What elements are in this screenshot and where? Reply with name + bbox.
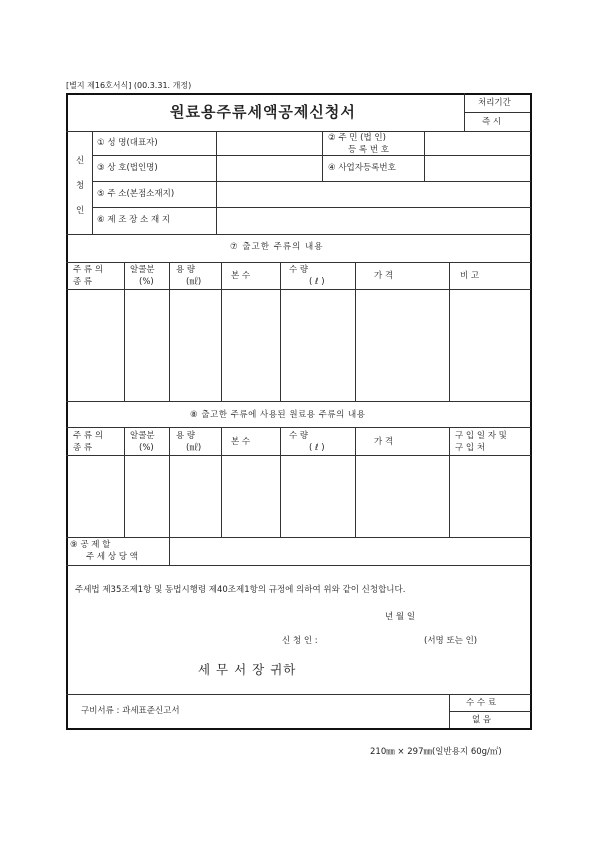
fee-label: 수 수 료 xyxy=(466,698,497,708)
applicant-side-label-3: 인 xyxy=(76,206,85,216)
address-field[interactable] xyxy=(218,183,529,206)
applicant-side-label-1: 신 xyxy=(76,156,85,166)
processing-period-label: 처리기간 xyxy=(478,98,511,108)
s8-col-quantity-1: 수 량 xyxy=(289,431,309,441)
s8-col-alcohol-2: (%) xyxy=(139,443,154,453)
section7-title: ⑦ 출고한 주류의 내용 xyxy=(230,242,324,252)
declaration-date: 년 월 일 xyxy=(385,612,416,622)
s7-col-quantity-2: ( ℓ ) xyxy=(309,277,325,287)
deduction-amount-label-1: ⑨ 공 제 할 xyxy=(70,540,111,550)
s7-col-price: 가 격 xyxy=(374,271,394,281)
s7-col-remarks: 비 고 xyxy=(460,271,480,281)
s8-col-alcohol-1: 알콜분 xyxy=(130,431,155,441)
s7-col-bottles: 본 수 xyxy=(231,271,251,281)
factory-location-label: ⑥ 제 조 장 소 재 지 xyxy=(97,215,171,225)
signature-note: (서명 또는 인) xyxy=(424,636,478,646)
business-name-field[interactable] xyxy=(218,157,320,180)
name-label: ① 성 명(대표자) xyxy=(97,138,158,148)
s7-col-volume-1: 용 량 xyxy=(176,265,196,275)
s7-col-type-2: 종 류 xyxy=(73,277,93,287)
section8-title: ⑧ 출고한 주류에 사용된 원료용 주류의 내용 xyxy=(190,410,366,420)
s8-col-type-1: 주 류 의 xyxy=(73,431,104,441)
business-reg-number-label: ④ 사업자등록번호 xyxy=(328,163,396,173)
business-reg-number-field[interactable] xyxy=(426,157,529,180)
deduction-amount-label-2: 주 세 상 당 액 xyxy=(86,552,138,562)
section7-entry-area[interactable] xyxy=(68,291,529,400)
factory-location-field[interactable] xyxy=(218,209,529,233)
applicant-side-label-2: 청 xyxy=(76,181,85,191)
s7-col-type-1: 주 류 의 xyxy=(73,265,104,275)
deduction-amount-field[interactable] xyxy=(171,539,529,564)
s7-col-quantity-1: 수 량 xyxy=(289,265,309,275)
form-title: 원료용주류세액공제신청서 xyxy=(170,103,356,121)
s8-col-bottles: 본 수 xyxy=(231,437,251,447)
fee-value: 없 음 xyxy=(472,715,492,725)
s7-col-alcohol-1: 알콜분 xyxy=(130,265,155,275)
resident-number-label-1: ② 주 민 (법 인) xyxy=(328,133,386,143)
required-documents: 구비서류 : 과세표준신고서 xyxy=(81,706,180,716)
s8-col-purchase-2: 구 입 처 xyxy=(455,443,486,453)
s8-col-purchase-1: 구 입 일 자 및 xyxy=(455,431,507,441)
business-name-label: ③ 상 호(법인명) xyxy=(97,163,158,173)
section8-entry-area[interactable] xyxy=(68,457,529,536)
applicant-signature-field[interactable] xyxy=(335,632,420,648)
resident-number-field[interactable] xyxy=(426,132,529,154)
s8-col-price: 가 격 xyxy=(374,437,394,447)
paper-size-note: 210㎜ × 297㎜(일반용지 60g/㎡) xyxy=(370,747,502,757)
s8-col-volume-1: 용 량 xyxy=(176,431,196,441)
address-label: ⑤ 주 소(본점소재지) xyxy=(97,189,175,199)
resident-number-label-2: 등 록 번 호 xyxy=(348,145,389,155)
s7-col-volume-2: (㎖) xyxy=(186,277,202,287)
s8-col-type-2: 종 류 xyxy=(73,443,93,453)
declaration-text: 주세법 제35조제1항 및 동법시행령 제40조제1항의 규정에 의하여 위와 같이 신청합니다. xyxy=(75,585,406,595)
s8-col-volume-2: (㎖) xyxy=(186,443,202,453)
s7-col-alcohol-2: (%) xyxy=(139,277,154,287)
applicant-signature-label: 신 청 인 : xyxy=(282,636,318,646)
s8-col-quantity-2: ( ℓ ) xyxy=(309,443,325,453)
processing-period-value: 즉 시 xyxy=(482,117,502,127)
name-field[interactable] xyxy=(218,132,320,154)
form-number-note: [별지 제16호서식] (00.3.31. 개정) xyxy=(66,81,192,90)
addressee: 세 무 서 장 귀하 xyxy=(198,662,297,677)
